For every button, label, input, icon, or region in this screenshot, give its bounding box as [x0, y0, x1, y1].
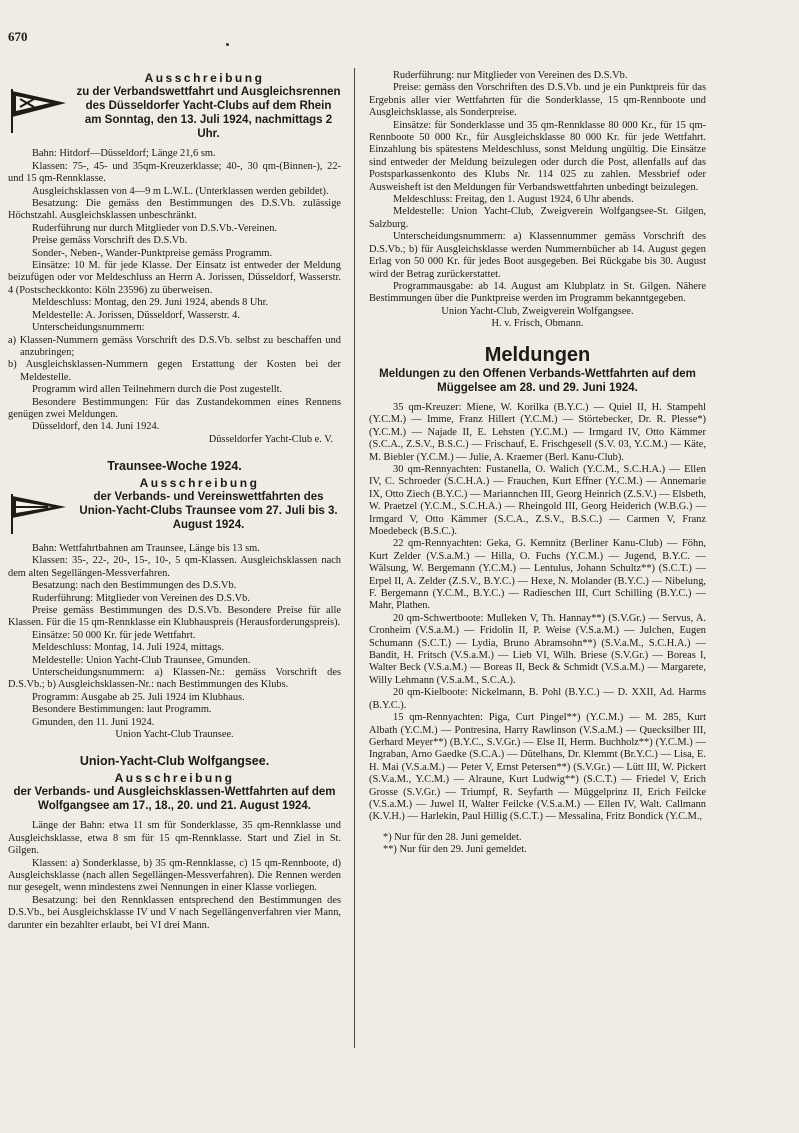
- r-para: Programmausgabe: ab 14. August am Klubplatz in St. Gilgen. Nähere Bestimmungen über die Punktpreise werden im Programm bekanntgegeben.: [369, 280, 706, 305]
- s2-para: Klassen: 35-, 22-, 20-, 15-, 10-, 5 qm-Klassen. Ausgleichsklassen nach dem alten Segellängen-Messverfahren.: [8, 555, 341, 579]
- s1-para: Programm wird allen Teilnehmern durch die Post zugestellt.: [32, 384, 283, 396]
- r-para: Meldeschluss: Freitag, den 1. August 1924, 6 Uhr abends.: [393, 194, 634, 206]
- r-para: Unterscheidungsnummern: a) Klassennummer gemäss Vorschrift des D.S.Vb.; b) für Ausgleichsklasse werden Nummernbücher ab 14. August gegen Erlag von 50 000 Kr. für jedes Boot ausgegeben. Bei Rückgabe bis 30. August wird der Betrag zurückerstattet.: [369, 231, 706, 280]
- page-dot: [226, 43, 229, 46]
- column-divider: [354, 68, 355, 1048]
- club-pennant-icon: [8, 492, 70, 536]
- s2-para: Preise gemäss Bestimmungen des D.S.Vb. Besondere Preise für alle Klassen. Für die 15 qm-Rennklasse ein Klubhauspreis (Herausforderungspreis).: [8, 605, 341, 629]
- r-para: Meldestelle: Union Yacht-Club, Zweigverein Wolfgangsee-St. Gilgen, Salzburg.: [369, 206, 706, 230]
- s2-title: Traunsee-Woche 1924.: [107, 459, 242, 474]
- s2-para: Programm: Ausgabe ab 25. Juli 1924 im Klubhaus.: [32, 691, 245, 703]
- s1-heading: Ausschreibung: [144, 71, 265, 85]
- entry-paragraph: 20 qm-Schwertboote: Mulleken V, Th. Hannay**) (S.V.Gr.) — Servus, A. Cronheim (V.S.a.M.) — Fridolin II, P. Weise (V.S.a.M.) — Julchen, Eugen Schumann (S.C.T.) — Lydia, Bruno Abramsohn**) (S.V.a.M., S.C.H.A.) — Bandit, H. Fritsch (V.S.a.M.) — Lieb VI, Wilh. Briese (S.V.Gr.) — Boreas I, Walter Beck (V.S.a.M.) — Boreas II, Beck & Schmidt (V.S.a.M.) — Margarete, Willy Lehmann (V.S.a.M., S.C.A.).: [369, 612, 706, 686]
- s3-subheading: der Verbands- und Ausgleichsklassen-Wettfahrten auf dem Wolfgangsee am 17., 18., 20. und 21. August 1924.: [13, 786, 336, 813]
- s2-para: Meldestelle: Union Yacht-Club Traunsee, Gmunden.: [32, 654, 251, 666]
- s2-para: Bahn: Wettfahrtbahnen am Traunsee, Länge bis 13 sm.: [32, 542, 260, 554]
- footnote: **) Nur für den 29. Juni gemeldet.: [383, 844, 527, 856]
- s1-subheading: zu der Verbandswettfahrt und Ausgleichsrennen des Düsseldorfer Yacht-Clubs auf dem Rhein am Sonntag, den 13. Juli 1924, nachmittags 2 Uhr.: [76, 86, 341, 141]
- s3-para: Besatzung: bei den Rennklassen entsprechend den Bestimmungen des D.S.Vb., bei Ausgleichsklasse IV und V nach Segellängenverfahren vier Mann, darunter ein bezahlter erlaubt, bei VI drei Mann.: [8, 894, 341, 931]
- meldungen-title: Meldungen: [484, 343, 591, 366]
- s3-heading: Ausschreibung: [114, 770, 235, 785]
- s2-para: Besondere Bestimmungen: laut Programm.: [32, 704, 212, 716]
- s2-paragraphs: [8, 543, 341, 742]
- s1-para: Besatzung: Die gemäss den Bestimmungen des D.S.Vb. zulässige Höchstzahl. Ausgleichsklassen unbeschränkt.: [8, 198, 341, 222]
- left-column: [8, 70, 341, 932]
- right-column: [369, 70, 706, 857]
- r-para: Einsätze: für Sonderklasse und 35 qm-Rennklasse 80 000 Kr., für 15 qm-Rennboote 50 000 Kr., für Ausgleichsklasse 80 000 Kr. für jede Wettfahrt. Einzahlung bis spätestens Meldeschluss, sonst Meldung ungültig. Die Einsätze sind entweder der Meldung beizulegen oder durch die Post, allenfalls auf das Postsparkassenkonto des Klubs Nr. 114 025 zu zahlen. Messbrief oder Ausweisheft ist den Meldungen für Verbandswettfahrten unbedingt beizulegen.: [369, 119, 706, 193]
- entry-paragraph: 30 qm-Rennyachten: Fustanella, O. Walich (Y.C.M., S.C.H.A.) — Ellen IV, C. Schroeder (S.C.H.A.) — Frauchen, Kurt Effner (Y.C.M.) — Annemarie IX, Otto Ziech (B.Y.C.) — Mariannchen III, Georg Heinrich (Z.S.V.) — Elsbeth, W. Praetzel (Y.C.M., S.C.H.A.) — Rheingold III, Georg Heiderich (W.B.G.) — Irmgard V, Otto Kämmer (S.C.A., Z.S.V., B.S.C.) — Carmen V, Franz Moedebeck (B.S.C.).: [369, 463, 706, 537]
- s2-heading: Ausschreibung: [139, 475, 260, 490]
- s1-para: Unterscheidungsnummern:: [32, 322, 145, 334]
- s1-para: Meldestelle: A. Jorissen, Düsseldorf, Wasserstr. 4.: [32, 309, 240, 321]
- s1-list-item: a) Klassen-Nummern gemäss Vorschrift des D.S.Vb. selbst zu beschaffen und anzubringen;: [8, 334, 341, 358]
- s1-para: Sonder-, Neben-, Wander-Punktpreise gemäss Programm.: [32, 247, 273, 259]
- page-number: 670: [8, 29, 28, 44]
- s2-para: Gmunden, den 11. Juni 1924.: [32, 716, 155, 728]
- s3-para: Klassen: a) Sonderklasse, b) 35 qm-Rennklasse, c) 15 qm-Rennboote, d) Ausgleichsklasse (nach allen Segellängen-Messverfahren). Die Rennen werden nur gesegelt, wenn mindestens zwei Nennungen in einer Klasse vorliegen.: [8, 857, 341, 894]
- s1-paragraphs: [8, 148, 341, 446]
- s1-para: Ausgleichsklassen von 4—9 m L.W.L. (Unterklassen werden gebildet).: [32, 185, 329, 197]
- s1-para: Ruderführung nur durch Mitglieder von D.S.Vb.-Vereinen.: [32, 222, 277, 234]
- s1-signature: Düsseldorfer Yacht-Club e. V.: [208, 433, 333, 445]
- s3-paragraphs: [8, 820, 341, 932]
- s2-para: Ruderführung: Mitglieder von Vereinen des D.S.Vb.: [32, 592, 250, 604]
- s1-para: Besondere Bestimmungen: Für das Zustandekommen eines Rennens genügen zwei Meldungen.: [8, 396, 341, 420]
- s2-para: Meldeschluss: Montag, 14. Juli 1924, mittags.: [32, 642, 224, 654]
- s1-para: Preise gemäss Vorschrift des D.S.Vb.: [32, 235, 188, 247]
- r-signature-club: Union Yacht-Club, Zweigverein Wolfgangsee.: [441, 305, 634, 317]
- s1-title-block: [8, 85, 341, 141]
- footnote: *) Nur für den 28. Juni gemeldet.: [383, 831, 522, 843]
- r-para: Ruderführung: nur Mitglieder von Vereinen des D.S.Vb.: [393, 70, 628, 81]
- entry-paragraph: 22 qm-Rennyachten: Geka, G. Kemnitz (Berliner Kanu-Club) — Föhn, Kurt Zelder (V.S.a.M.) — Hilla, O. Fuchs (Y.C.M.) — Jugend, B.Y.C. — Wälsung, W. Bergemann (Y.C.M.) — Lentulus, Johann Schultz**) (S.C.T.) — Erpel II, A. Zelder (Z.S.V., B.Y.C.) — Hexe, N. Molander (B.Y.C.) — Nibelung, F. Bergemann (Y.C.M., B.Y.C.) — Radieschen III, Curt Schilling (B.Y.C.) — Mahr, Plathen.: [369, 538, 706, 612]
- club-pennant-icon: [8, 87, 70, 135]
- entry-paragraph: 15 qm-Rennyachten: Piga, Curt Pingel**) (Y.C.M.) — M. 285, Kurt Albath (Y.C.M.) — Pontresina, Harry Rawlinson (V.S.a.M.) — Quecksilber III, Gerhard Meyer**) (B.Y.C., S.V.Gr.) — Else II, Herm. Buchholz**) (Y.C.M.) — Ingraban, Arno Gaedke (S.C.A.) — Dütelhans, Dr. Klemmt (Br.Y.C.) — Lisa, E. H. Mai (V.S.a.M.) — Peter V, Ernst Petersen**) (S.V.Gr.) — Lütt III, W. Pickert (S.V.a.M., Y.C.M.) — Alraune, Kurt Ludwig**) (S.C.T.) — Friedel V, Erich Grosse (S.V.Gr.) — Triumpf, R. Seyfarth — Müggelprinz II, Erich Feilcke (V.S.a.M.) — Juwel II, Walter Feilcke (V.S.a.M.) — Ellen IV, Walt. Callmann (K.V.H.) — Harlekin, Paul Hillig (S.C.T.) — Messalina, Fritz Bondick (Y.C.M.,: [369, 712, 706, 823]
- s1-para: Meldeschluss: Montag, den 29. Juni 1924, abends 8 Uhr.: [32, 297, 269, 309]
- s1-para: Einsätze: 10 M. für jede Klasse. Der Einsatz ist entweder der Meldung beizufügen oder vor Meldeschluss an Herrn A. Jorissen, Düsseldorf, Wasserstr. 4 (Postscheckkonto: Köln 23596) zu überweisen.: [8, 260, 341, 296]
- s1-para: Düsseldorf, den 14. Juni 1924.: [32, 421, 160, 433]
- s1-list-item: b) Ausgleichsklassen-Nummern gegen Erstattung der Kosten bei der Meldestelle.: [8, 359, 341, 383]
- meldungen-subheading: Meldungen zu den Offenen Verbands-Wettfahrten auf dem Müggelsee am 28. und 29. Juni 1924.: [379, 367, 696, 394]
- s1-para: Klassen: 75-, 45- und 35qm-Kreuzerklasse; 40-, 30 qm-(Binnen-), 22- und 15 qm-Rennklasse.: [8, 160, 341, 185]
- s3-title: Union-Yacht-Club Wolfgangsee.: [79, 754, 270, 769]
- s2-para: Besatzung: nach den Bestimmungen des D.S.Vb.: [32, 580, 237, 592]
- r-signature-name: H. v. Frisch, Obmann.: [491, 318, 584, 330]
- r-para: Preise: gemäss den Vorschriften des D.S.Vb. und je ein Punktpreis für das Ergebnis aller vier Wettfahrten für die Sonderklasse, 15 qm-Rennboote und Ausgleichsklasse, als Sonderpreise.: [369, 82, 706, 119]
- s2-subheading: der Verbands- und Vereinswettfahrten des Union-Yacht-Clubs Traunsee vom 27. Juli bis 3. August 1924.: [79, 490, 338, 531]
- s2-signature: Union Yacht-Club Traunsee.: [115, 729, 234, 741]
- footnotes: [369, 832, 706, 857]
- s2-title-block: [8, 490, 341, 536]
- s3-para: Länge der Bahn: etwa 11 sm für Sonderklasse, 35 qm-Rennklasse und Ausgleichsklasse, etwa 8 sm für 15 qm-Rennklasse. Start und Ziel in St. Gilgen.: [8, 820, 341, 857]
- entry-paragraph: 20 qm-Kielboote: Nickelmann, B. Pohl (B.Y.C.) — D. XXII, Ad. Harms (B.Y.C.).: [369, 687, 706, 711]
- s1-para: Bahn: Hitdorf—Düsseldorf; Länge 21,6 sm.: [32, 148, 216, 160]
- s2-para: Einsätze: 50 000 Kr. für jede Wettfahrt.: [32, 629, 196, 641]
- s2-para: Unterscheidungsnummern: a) Klassen-Nr.: gemäss Vorschrift des D.S.Vb.; b) Ausgleichsklassen-Nr.: nach Bestimmungen des Klubs.: [8, 667, 341, 691]
- entry-paragraph: 35 qm-Kreuzer: Miene, W. Korilka (B.Y.C.) — Quiel II, H. Stampehl (Y.C.M.) — Imme, Franz Hillert (Y.C.M.) — Störtebecker, Dr. R. Plesse*) (Y.C.M.) — Najade II, E. Lehsten (Y.C.M.) — Irmgard IV, Otto Kämmer (S.C.A., Z.S.V., B.S.C.) — Frischauf, E. Frischgesell (S.V. 03, Y.C.M.) — Käte, M. Biebler (Y.C.M.) — Julie, A. Kraemer (Berl. Kanu-Club).: [369, 401, 706, 463]
